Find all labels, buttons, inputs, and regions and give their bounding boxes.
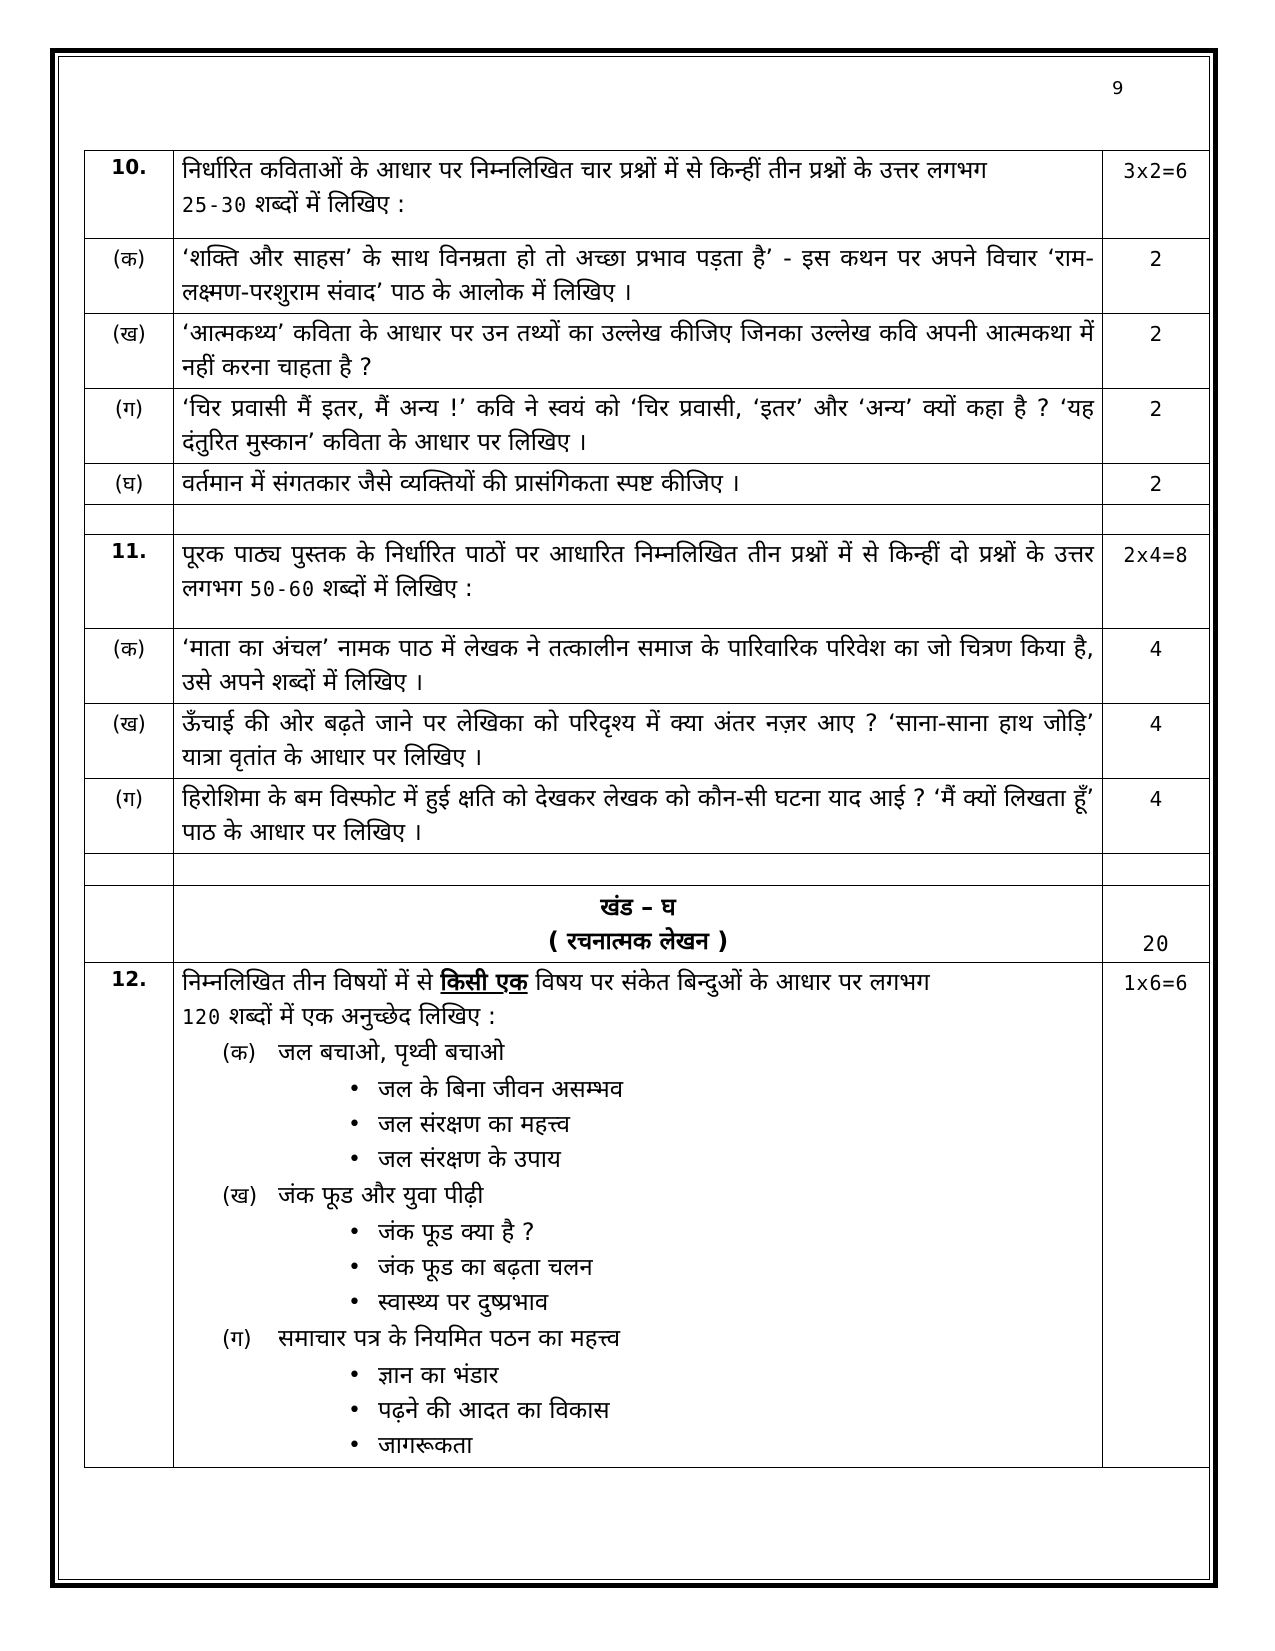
question-row-11 [85,535,1210,629]
question-number: 11. [85,535,174,629]
section-heading [174,886,1103,963]
sub-question-marks: 4 [1103,629,1210,704]
sub-question-label: (ग) [85,389,174,464]
list-item: • जल संरक्षण के उपाय [378,1142,1094,1177]
topic-points [222,1358,1094,1463]
sub-question-row [85,464,1210,505]
page-number: 9 [1112,78,1124,99]
sub-question-row [85,779,1210,854]
list-item: • स्वास्थ्य पर दुष्प्रभाव [378,1285,1094,1320]
sub-question-text: वर्तमान में संगतकार जैसे व्यक्तियों की प्रासंगिकता स्पष्ट कीजिए । [174,464,1103,505]
section-title: खंड – घ [600,893,676,921]
sub-question-text: हिरोशिमा के बम विस्फोट में हुई क्षति को देखकर लेखक को कौन-सी घटना याद आई ? ‘मैं क्यों लिखता हूँ’ पाठ के आधार पर लिखिए । [174,779,1103,854]
sub-question-label: (ख) [85,704,174,779]
question-marks: 2x4=8 [1103,535,1210,629]
question-table [84,150,1210,1468]
sub-question-text: ‘माता का अंचल’ नामक पाठ में लेखक ने तत्कालीन समाज के पारिवारिक परिवेश का जो चित्रण किया है, उसे अपने शब्दों में लिखिए । [174,629,1103,704]
sub-question-marks: 2 [1103,239,1210,314]
question-number: 10. [85,151,174,239]
list-item: • पढ़ने की आदत का विकास [378,1393,1094,1428]
sub-question-text: ऊँचाई की ओर बढ़ते जाने पर लेखिका को परिदृश्य में क्या अंतर नज़र आए ? ‘साना-साना हाथ जोड़ि’ यात्रा वृतांत के आधार पर लिखिए । [174,704,1103,779]
list-item: • जंक फूड का बढ़ता चलन [378,1250,1094,1285]
question-text: पूरक पाठ्य पुस्तक के निर्धारित पाठों पर आधारित निम्नलिखित तीन प्रश्नों में से किन्हीं दो प्रश्नों के उत्तर लगभग 50-60 शब्दों में लिखिए : [174,535,1103,629]
topic-title: (क) जल बचाओ, पृथ्वी बचाओ [222,1038,505,1066]
sub-question-label: (घ) [85,464,174,505]
question-row-10 [85,151,1210,239]
sub-question-row [85,704,1210,779]
sub-question-label: (ग) [85,779,174,854]
sub-question-label: (क) [85,629,174,704]
question-number: 12. [85,963,174,1468]
sub-question-text: ‘आत्मकथ्य’ कविता के आधार पर उन तथ्यों का उल्लेख कीजिए जिनका उल्लेख कवि अपनी आत्मकथा में नहीं करना चाहता है ? [174,314,1103,389]
sub-question-row [85,239,1210,314]
topic-points [222,1072,1094,1177]
sub-question-row [85,629,1210,704]
question-marks: 3x2=6 [1103,151,1210,239]
sub-question-marks: 4 [1103,779,1210,854]
sub-question-text: ‘शक्ति और साहस’ के साथ विनम्रता हो तो अच्छा प्रभाव पड़ता है’ - इस कथन पर अपने विचार ‘राम-लक्ष्मण-परशुराम संवाद’ पाठ के आलोक में लिखिए । [174,239,1103,314]
section-heading-row [85,886,1210,963]
sub-question-marks: 4 [1103,704,1210,779]
sub-question-row [85,389,1210,464]
sub-question-marks: 2 [1103,314,1210,389]
list-item: • ज्ञान का भंडार [378,1358,1094,1393]
topic-points [222,1215,1094,1320]
section-marks: 20 [1103,886,1210,963]
sub-question-marks: 2 [1103,389,1210,464]
question-row-12 [85,963,1210,1468]
sub-question-row [85,314,1210,389]
list-item: • जल के बिना जीवन असम्भव [378,1072,1094,1107]
topic-title: (ख) जंक फूड और युवा पीढ़ी [222,1181,484,1209]
spacer-row [85,505,1210,535]
list-item: • जल संरक्षण का महत्त्व [378,1107,1094,1142]
section-subtitle: ( रचनात्मक लेखन ) [547,927,729,955]
sub-question-label: (क) [85,239,174,314]
question-text: निम्नलिखित तीन विषयों में से किसी एक विषय पर संकेत बिन्दुओं के आधार पर लगभग 120 शब्दों में एक अनुच्छेद लिखिए : (क) जल बचाओ, पृथ्वी बचाओ • जल के बिना जीवन असम्भव • जल संरक्षण का महत्त्व • जल संरक्षण के उपाय (ख) जंक फूड और युवा पीढ़ी • जंक फूड क्या है ? • जंक फूड का बढ़ता चलन • स्वास्थ्य पर दुष्प्रभाव (ग) समाचार पत्र के नियमित पठन का महत्त्व • ज्ञान का भंडार • पढ़ने की आदत का विकास • जागरूकता [174,963,1103,1468]
question-text: निर्धारित कविताओं के आधार पर निम्नलिखित चार प्रश्नों में से किन्हीं तीन प्रश्नों के उत्तर लगभग 25-30 शब्दों में लिखिए : [174,151,1103,239]
list-item: • जंक फूड क्या है ? [378,1215,1094,1250]
sub-question-marks: 2 [1103,464,1210,505]
question-marks: 1x6=6 [1103,963,1210,1468]
spacer-row [85,854,1210,886]
list-item: • जागरूकता [378,1428,1094,1463]
topic-list [182,1034,1094,1463]
sub-question-label: (ख) [85,314,174,389]
sub-question-text: ‘चिर प्रवासी मैं इतर, मैं अन्य !’ कवि ने स्वयं को ‘चिर प्रवासी, ‘इतर’ और ‘अन्य’ क्यों कहा है ? ‘यह दंतुरित मुस्कान’ कविता के आधार पर लिखिए । [174,389,1103,464]
topic-title: (ग) समाचार पत्र के नियमित पठन का महत्त्व [222,1324,621,1352]
